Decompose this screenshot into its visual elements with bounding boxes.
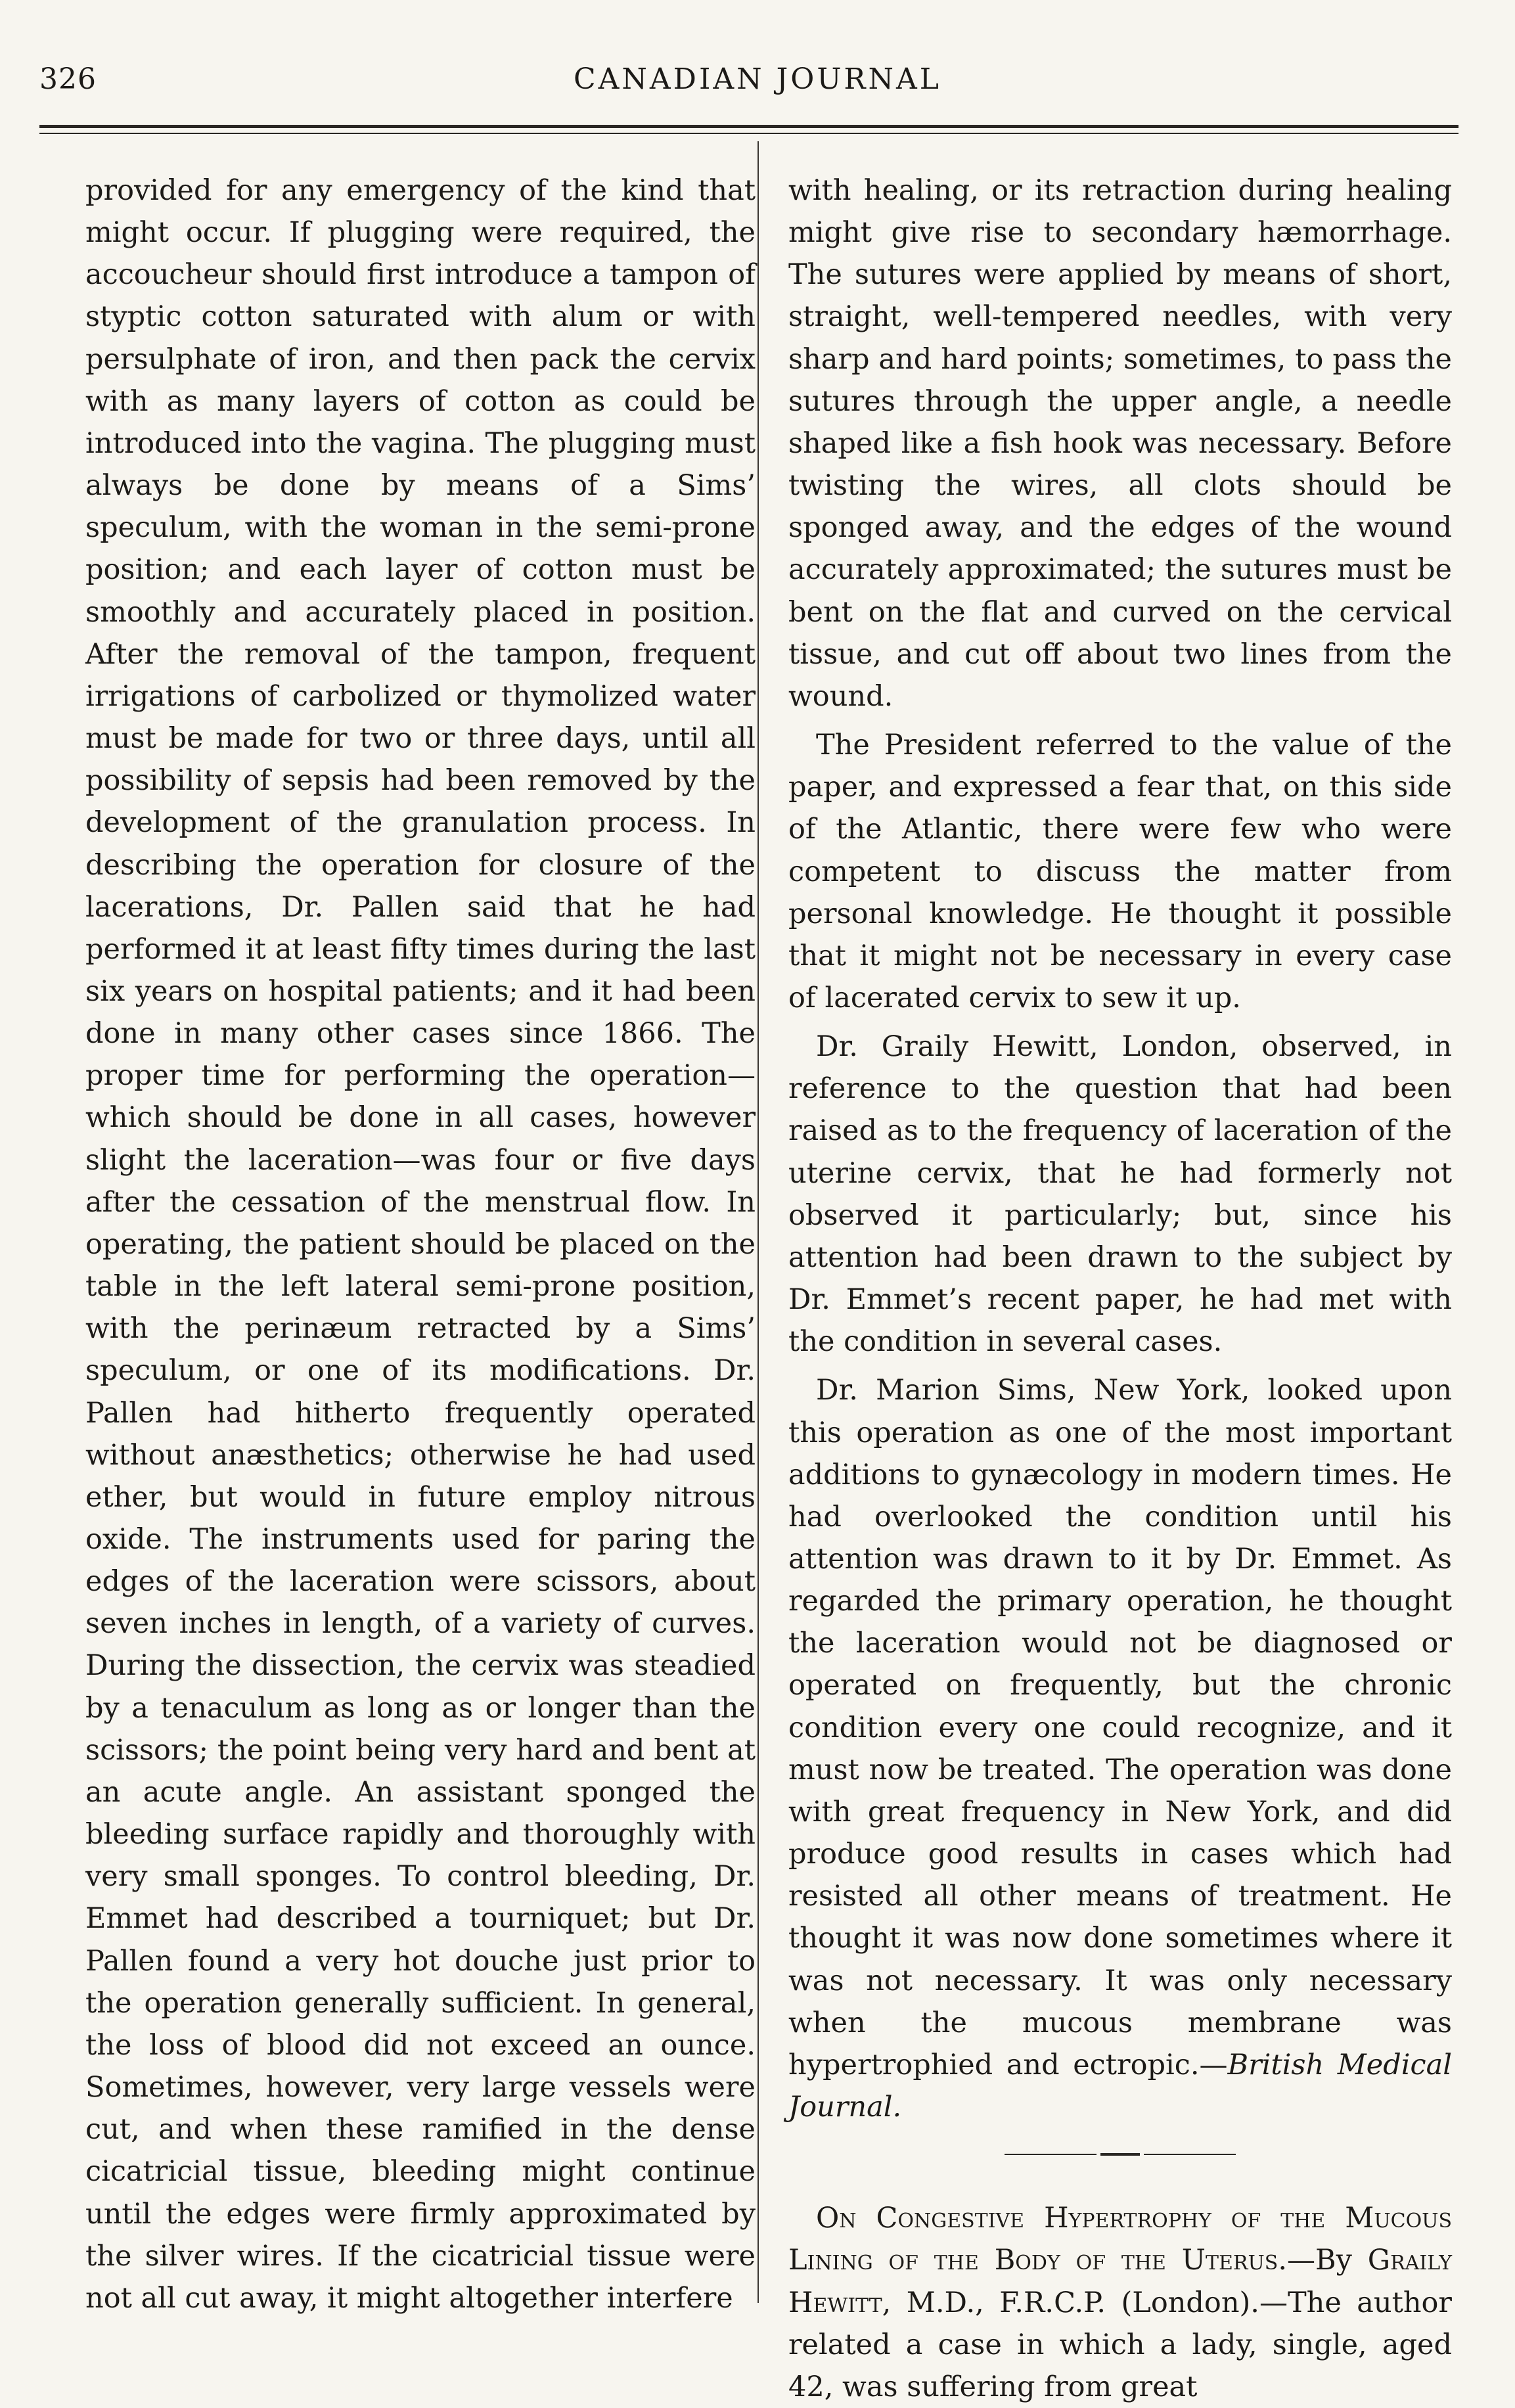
right-paragraph-3: Dr. Graily Hewitt, London, observed, in reference to the question that had been raised as to the frequency of laceration of the uterine cervix, that he had formerly not observed it particularly; but, since his attention had been drawn to the subject by Dr. Emmet’s recent paper, he had met with the condition in several cases. [788, 1030, 1452, 1359]
article-title: On Congestive Hypertrophy of the Mucous Lining of the Body of the Uterus. [788, 2202, 1452, 2277]
article-text: —The author related a case in which a lady, single, aged 42, was suffering from great [788, 2286, 1452, 2403]
paragraph-4-text: Dr. Marion Sims, New York, looked upon this operation as one of the most important additions to gynæcology in modern times. He had overlooked the condition until his attention was drawn to it by Dr. Emmet. As regarded the primary operation, he thought the laceration would not be diagnosed or operated on frequently, but the chronic condition every one could recognize, and it must now be treated. The operation was done with great frequency in New York, and did produce good results in cases which had resisted all other means of treatment. He thought it was now done sometimes where it was not necessary. It was only necessary when the mucous membrane was hypertrophied and ectropic.— [788, 1374, 1452, 2081]
left-column [85, 170, 756, 2319]
right-paragraph-4 [788, 1369, 1452, 2128]
right-column [788, 170, 1452, 2408]
page-header [0, 0, 1515, 131]
right-paragraph-2: The President referred to the value of the paper, and expressed a fear that, on this side of the Atlantic, there were few who were competent to discuss the matter from personal knowledge. He thought it possible that it might not be necessary in every case of lacerated cervix to sew it up. [788, 729, 1452, 1014]
section-divider [788, 2135, 1452, 2174]
byline-credentials: , M.D., F.R.C.P. (London). [882, 2286, 1259, 2319]
byline-prefix: —By [1287, 2244, 1368, 2277]
column-divider [758, 141, 759, 2303]
right-paragraph-1: with healing, or its retraction during healing might give rise to secondary hæmorrhage. The sutures were applied by means of short, straight, well-tempered needles, with very sharp and hard points; sometimes, to pass the sutures through the upper angle, a needle shaped like a fish hook was necessary. Before twisting the wires, all clots should be sponged away, and the edges of the wound accurately approximated; the sutures must be bent on the flat and curved on the cervical tissue, and cut off about two lines from the wound. [788, 174, 1452, 713]
header-rule-thick [39, 125, 1458, 128]
article-paragraph [788, 2197, 1452, 2408]
source-citation: British Medical Journal. [788, 2048, 1452, 2124]
header-rule-thin [39, 133, 1458, 134]
page-number: 326 [39, 62, 97, 96]
left-paragraph-1: provided for any emergency of the kind that might occur. If plugging were required, the accoucheur should first introduce a tampon of styptic cotton saturated with alum or with persulphate of iron, and then pack the cervix with as many layers of cotton as could be introduced into the vagina. The plugging must always be done by means of a Sims’ speculum, with the woman in the semi-prone position; and each layer of cotton must be smoothly and accurately placed in position. After the removal of the tampon, frequent irrigations of carbolized or thymolized water must be made for two or three days, until all possibility of sepsis had been removed by the development of the granulation process. In describing the operation for closure of the lacerations, Dr. Pallen said that he had performed it at least fifty times during the last six years on hospital patients; and it had been done in many other cases since 1866. The proper time for performing the operation—which should be done in all cases, however slight the laceration—was four or five days after the cessation of the menstrual flow. In operating, the patient should be placed on the table in the left lateral semi-prone position, with the perinæum retracted by a Sims’ speculum, or one of its modifications. Dr. Pallen had hitherto frequently operated without anæsthetics; otherwise he had used ether, but would in future employ nitrous oxide. The instruments used for paring the edges of the laceration were scissors, about seven inches in length, of a variety of curves. During the dissection, the cervix was steadied by a tenaculum as long as or longer than the scissors; the point being very hard and bent at an acute angle. An assistant sponged the bleeding surface rapidly and thoroughly with very small sponges. To control bleeding, Dr. Emmet had described a tourniquet; but Dr. Pallen found a very hot douche just prior to the operation generally sufficient. In general, the loss of blood did not exceed an ounce. Sometimes, however, very large vessels were cut, and when these ramified in the dense cicatricial tissue, bleeding might continue until the edges were firmly approximated by the silver wires. If the cicatricial tissue were not all cut away, it might altogether interfere [85, 174, 756, 2315]
article-author: Graily Hewitt [788, 2244, 1452, 2319]
running-head: CANADIAN JOURNAL [573, 62, 942, 96]
